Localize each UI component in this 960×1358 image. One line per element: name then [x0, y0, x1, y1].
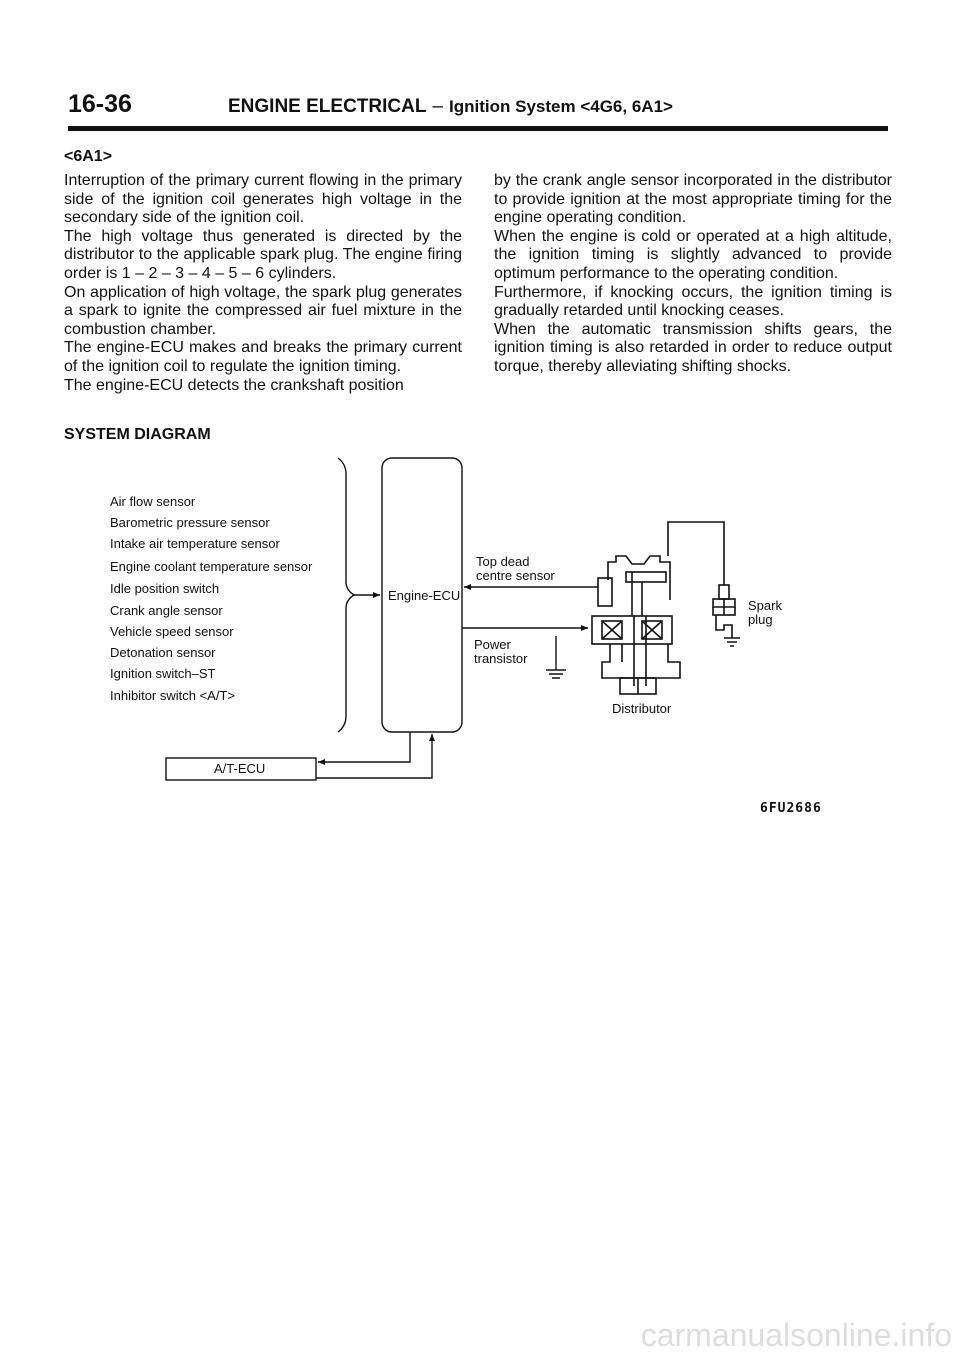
sensor-label: Air flow sensor [110, 494, 196, 509]
paragraph: When the automatic transmission shifts gears, the ignition timing is also retarded in order to reduce output torque, thereby alleviating shifting shocks. [494, 320, 892, 375]
figure-reference: 6FU2686 [760, 801, 822, 816]
section-tag: <6A1> [64, 148, 113, 165]
sensor-bracket [338, 458, 380, 732]
paragraph: On application of high voltage, the spark plug generates a spark to ignite the compressed air fuel mixture in the combustion chamber. [64, 283, 462, 338]
sensor-label: Crank angle sensor [110, 603, 223, 618]
spark-plug-label-line1: Spark [748, 598, 782, 613]
paragraph: The high voltage thus generated is directed by the distributor to the applicable spark plug. The engine firing order is 1 – 2 – 3 – 4 – 5 – 6 cylinders. [64, 227, 462, 282]
sensor-label: Vehicle speed sensor [110, 624, 234, 639]
distributor-label: Distributor [612, 701, 672, 716]
spark-plug-drawing [668, 522, 740, 646]
page-title [228, 96, 673, 118]
title-separator: – [432, 96, 444, 117]
sensor-label: Inhibitor switch <A/T> [110, 688, 235, 703]
distributor-drawing [592, 556, 680, 694]
paragraph: When the engine is cold or operated at a high altitude, the ignition timing is slightly advanced to provide optimum performance to the operating condition. [494, 227, 892, 282]
at-ecu-label: A/T-ECU [214, 761, 266, 776]
system-diagram [0, 440, 960, 840]
paragraph: The engine-ECU detects the crankshaft position [64, 376, 404, 394]
at-ecu-lines [316, 732, 432, 778]
left-column [64, 172, 462, 395]
tdc-sensor-label-line1: Top dead [476, 554, 530, 569]
header-rule [68, 126, 888, 131]
title-main: ENGINE ELECTRICAL [228, 96, 427, 117]
title-sub: Ignition System <4G6, 6A1> [449, 97, 673, 116]
paragraph: by the crank angle sensor incorporated in the distributor to provide ignition at the most appropriate timing for the engine operating condition. [494, 172, 892, 227]
spark-plug-label-line2: plug [748, 612, 773, 627]
engine-ecu-label: Engine-ECU [388, 588, 461, 603]
watermark-footer: carmanualsonline.info [640, 1317, 952, 1353]
paragraph: The engine-ECU makes and breaks the primary current of the ignition coil to regulate the ignition timing. [64, 339, 462, 375]
page-number: 16-36 [68, 90, 132, 118]
system-diagram-title: SYSTEM DIAGRAM [64, 426, 211, 443]
page-header [68, 90, 888, 130]
sensor-label: Intake air temperature sensor [110, 536, 280, 551]
sensor-label: Ignition switch–ST [110, 666, 216, 681]
paragraph: Interruption of the primary current flowing in the primary side of the ignition coil generates high voltage in the secondary side of the ignition coil. [64, 172, 462, 227]
tdc-sensor-label-line2: centre sensor [476, 568, 555, 583]
power-transistor-label-line1: Power [474, 637, 511, 652]
sensor-label: Detonation sensor [110, 645, 216, 660]
sensor-label: Idle position switch [110, 581, 220, 596]
paragraph: Furthermore, if knocking occurs, the ignition timing is gradually retarded until knocking ceases. [494, 283, 892, 320]
sensor-label: Engine coolant temperature sensor [110, 559, 313, 574]
sensor-label: Barometric pressure sensor [110, 515, 270, 530]
right-column [494, 172, 892, 377]
power-transistor-label-line2: transistor [474, 651, 528, 666]
